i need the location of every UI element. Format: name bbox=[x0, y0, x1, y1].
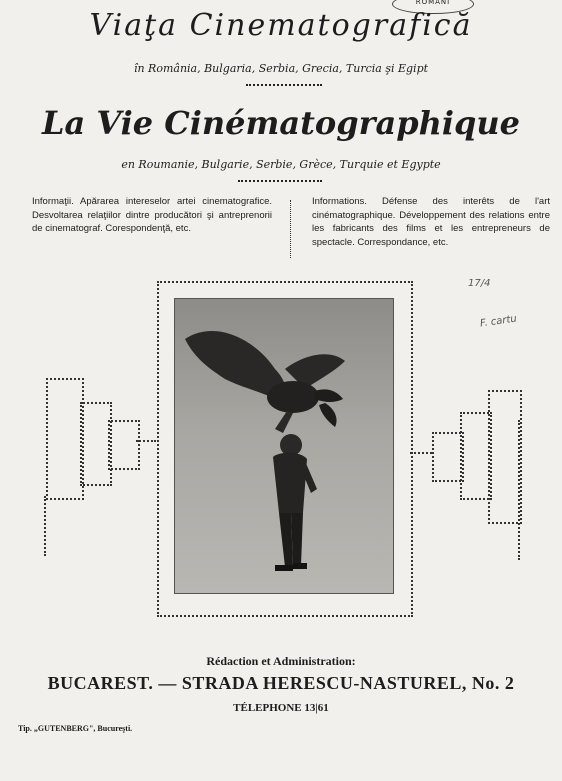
ornament-line bbox=[410, 452, 432, 454]
intro-text-romanian: Informaţii. Apărarea intereselor artei cinematografice. Desvoltarea relaţiilor dintre producători şi antreprenorii de cinematograf. Corespondenţă, etc. bbox=[32, 196, 272, 234]
eagle-and-man-illustration bbox=[175, 299, 393, 593]
subtitle-french: en Roumanie, Bulgarie, Serbie, Grèce, Turquie et Egypte bbox=[121, 158, 441, 171]
ornament-box bbox=[108, 420, 140, 470]
ornament-line bbox=[136, 440, 156, 442]
ornament-line bbox=[44, 496, 46, 556]
redaction-heading: Rédaction et Administration: bbox=[206, 654, 356, 668]
editorial-address: BUCAREST. — STRADA HERESCU-NASTUREL, No. 2 bbox=[47, 673, 515, 693]
ornament-box bbox=[432, 432, 464, 482]
library-stamp: ROMANI bbox=[392, 0, 474, 14]
dotted-rule bbox=[246, 84, 322, 86]
title-romanian: Viaţa Cinematografică bbox=[89, 8, 473, 43]
handwritten-note: 17/4 bbox=[468, 278, 491, 289]
printer-credit: Tip. „GUTENBERG", Bucureşti. bbox=[18, 724, 133, 733]
handwritten-note: F. cartu bbox=[479, 313, 518, 330]
intro-text-french: Informations. Défense des interêts de l'art cinématographique. Développement des relations entre les fabricants des films et les entrepreneurs de spectacle. Correspondance, etc. bbox=[312, 196, 550, 248]
cover-photograph bbox=[174, 298, 394, 594]
subtitle-romanian: în România, Bulgaria, Serbia, Grecia, Turcia şi Egipt bbox=[133, 62, 429, 75]
ornament-box bbox=[488, 390, 522, 524]
dotted-rule bbox=[238, 180, 322, 182]
column-separator bbox=[290, 200, 291, 258]
ornament-box bbox=[46, 378, 84, 500]
telephone-number: TÉLEPHONE 13|61 bbox=[233, 702, 329, 714]
ornament-line bbox=[518, 420, 520, 560]
ornament-box bbox=[460, 412, 492, 500]
title-french: La Vie Cinématographique bbox=[41, 104, 521, 142]
